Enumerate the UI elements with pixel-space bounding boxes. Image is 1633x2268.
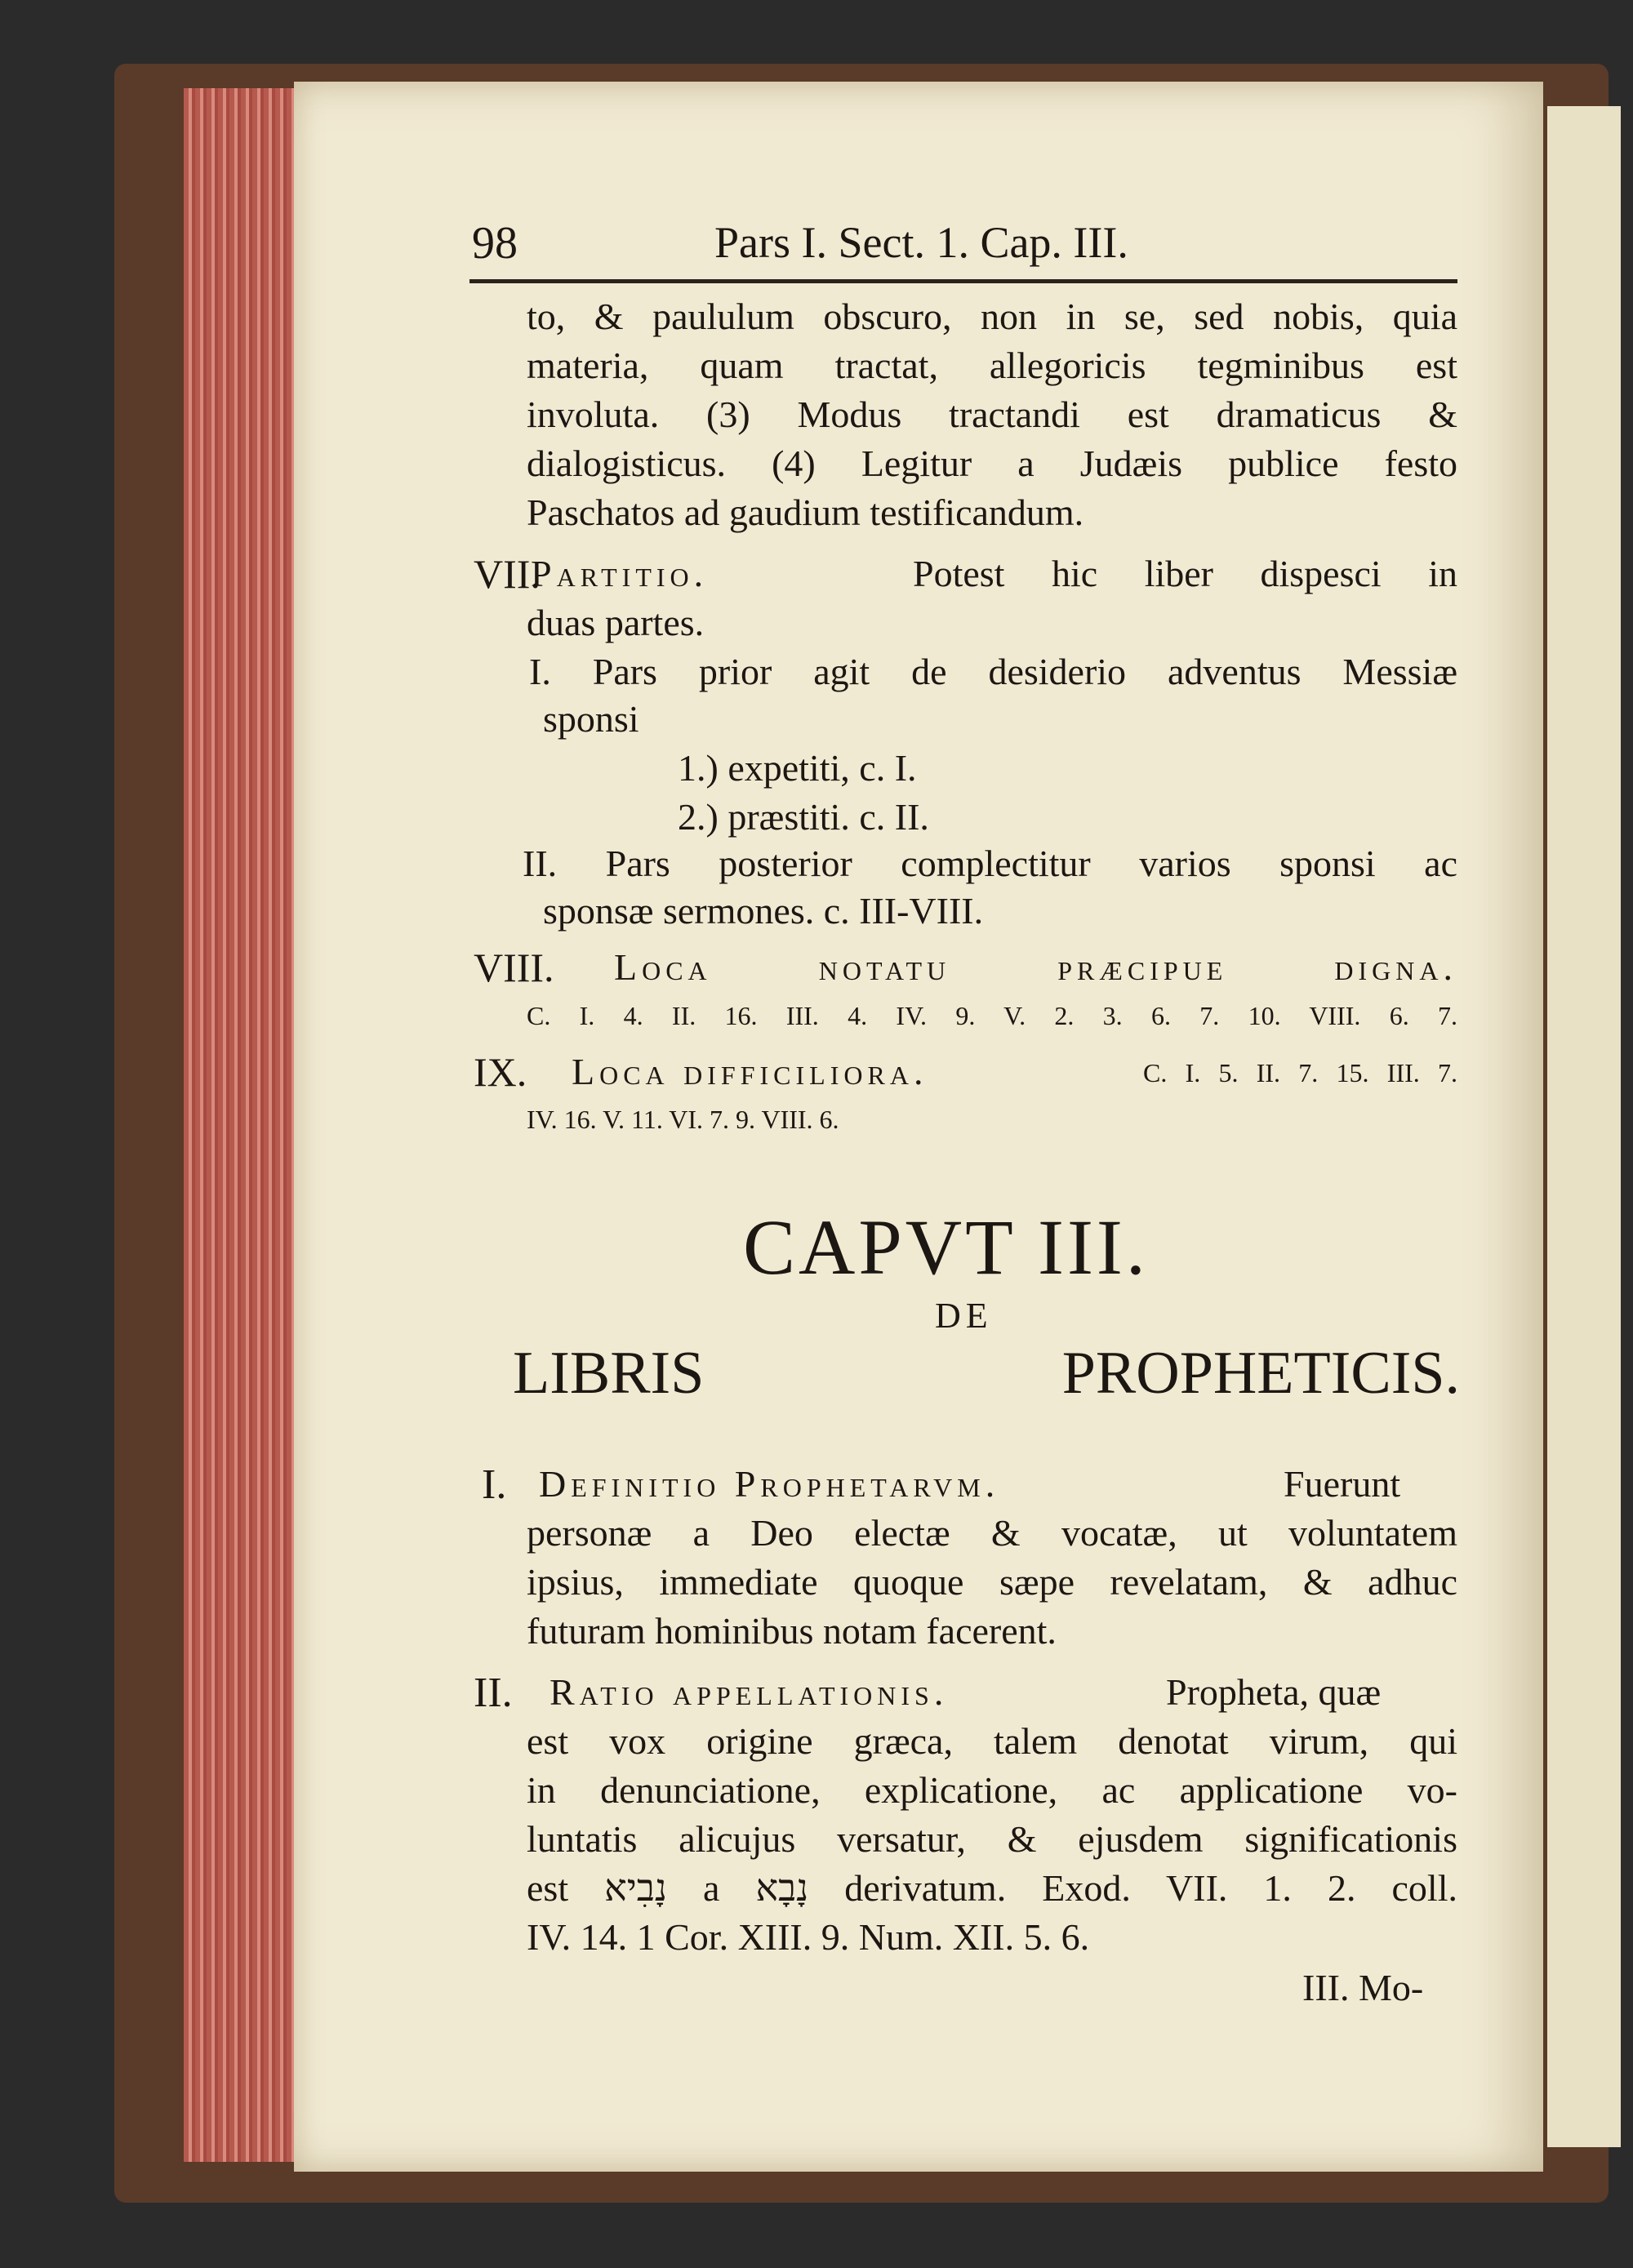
facing-page [1547,106,1621,2147]
body-line: duas partes. [527,602,705,643]
body-line: in denunciatione, explicatione, ac applicatione vo- [527,1769,1457,1811]
reference-list: IV. 16. V. 11. VI. 7. 9. VIII. 6. [527,1105,839,1134]
body-line: to, & paululum obscuro, non in se, sed nobis, quia [527,296,1457,337]
section-title: Partitio. [531,553,709,594]
body-line: sponsæ sermones. c. III-VIII. [543,890,984,932]
section-number: I. [482,1461,507,1508]
body-line: sponsi [543,698,639,740]
body-line: Fuerunt [1284,1463,1401,1505]
body-line: Propheta, quæ [1166,1671,1382,1713]
section-title: Loca notatu præcipue digna. [614,946,1457,988]
section-number: IX. [474,1049,527,1095]
section-number: II. [474,1670,513,1716]
reference-list: C. I. 4. II. 16. III. 4. IV. 9. V. 2. 3. 6. 7. 10. VIII. 6. 7. [527,1001,1457,1030]
section-title: Definitio Prophetarvm. [539,1463,1000,1505]
list-item: 1.) expetiti, c. I. [678,747,917,789]
body-line: luntatis alicujus versatur, & ejusdem significationis [527,1818,1457,1860]
chapter-heading: CAPVT III. [743,1203,1149,1291]
section-title: Ratio appellationis. [550,1671,949,1713]
body-line: est נָבִיא a נָבָא derivatum. Exod. VII. 1. 2. coll. [527,1867,1457,1909]
catchword: III. Mo- [1302,1967,1424,2008]
body-line: personæ a Deo electæ & vocatæ, ut voluntatem [527,1512,1457,1554]
running-title: Pars I. Sect. 1. Cap. III. [714,218,1128,267]
body-line: materia, quam tractat, allegoricis tegminibus est [527,345,1457,386]
body-line: Potest hic liber dispesci in [913,553,1457,594]
body-line: involuta. (3) Modus tractandi est dramaticus & [527,394,1457,435]
section-title: Loca difficiliora. [572,1051,928,1092]
list-item: 2.) præstiti. c. II. [678,796,929,838]
body-line: futuram hominibus notam facerent. [527,1610,1057,1652]
body-line: IV. 14. 1 Cor. XIII. 9. Num. XII. 5. 6. [527,1916,1090,1958]
header-rule [469,279,1457,283]
body-line: I. Pars prior agit de desiderio adventus Messiæ [529,651,1457,692]
section-number: VIII. [474,945,554,990]
chapter-subtitle: LIBRIS PROPHETICIS. [513,1340,1460,1407]
body-line: Paschatos ad gaudium testificandum. [527,491,1084,533]
body-line: est vox origine græca, talem denotat virum, qui [527,1720,1457,1762]
reference-list: C. I. 5. II. 7. 15. III. 7. [1143,1058,1457,1087]
chapter-de: DE [935,1296,993,1336]
body-line: II. Pars posterior complectitur varios sponsi ac [523,843,1457,884]
page-edges [184,88,306,2162]
body-line: ipsius, immediate quoque sæpe revelatam, & adhuc [527,1561,1457,1603]
page-number: 98 [472,218,518,269]
section-number: VII. [474,551,541,597]
body-line: dialogisticus. (4) Legitur a Judæis publice festo [527,442,1457,484]
